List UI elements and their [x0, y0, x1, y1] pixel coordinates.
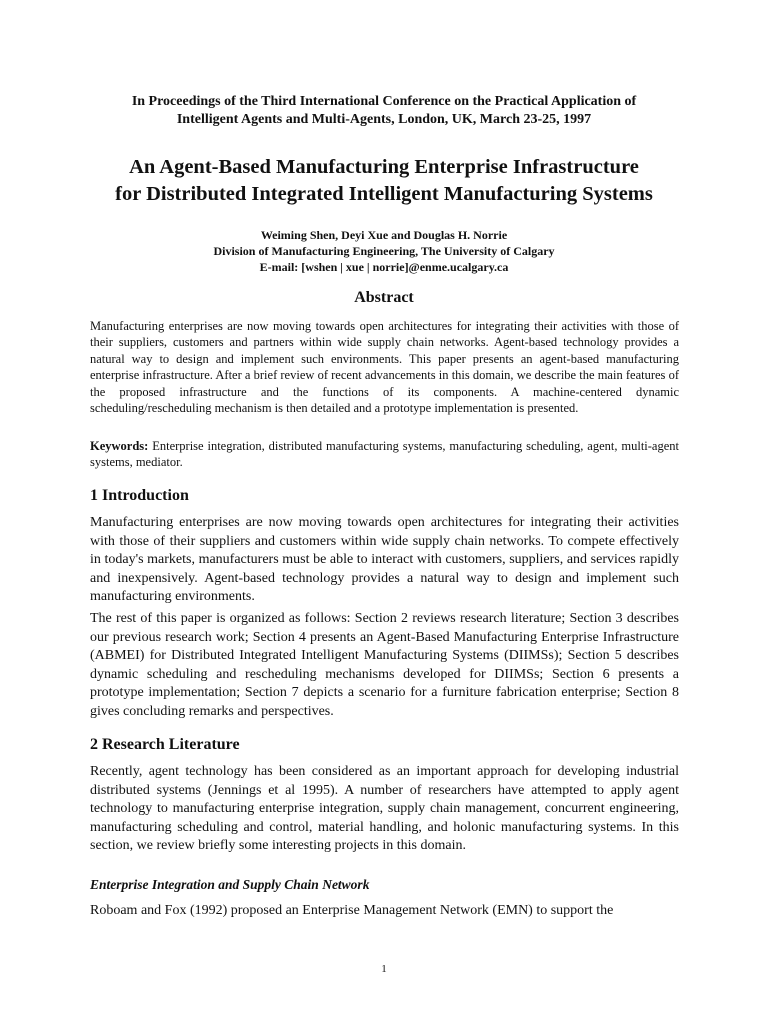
author-block [80, 227, 688, 275]
proceedings-header [70, 93, 698, 129]
paper-title-line-2: for Distributed Integrated Intelligent Manufacturing Systems [115, 183, 653, 205]
keywords [90, 438, 679, 471]
paper-title [60, 154, 708, 208]
introduction-paragraph-2: The rest of this paper is organized as follows: Section 2 reviews research literature; Section 3 describes our previous research work; Section 4 presents an Agent-Based Manufacturing Enterprise Infrastructure (ABMEI) for Distributed Integrated Intelligent Manufacturing Systems (DIIMSs); Section 5 describes dynamic scheduling and rescheduling mechanisms developed for DIIMSs; Section 6 presents a prototype implementation; Section 7 depicts a scenario for a furniture fabrication enterprise; Section 8 gives concluding remarks and perspectives. [90, 611, 679, 719]
introduction-paragraph-1: Manufacturing enterprises are now moving towards open architectures for integrating their activities with those of their suppliers and customers within wide supply chain networks. To compete effectively in today's markets, manufacturers must be able to interact with customers, suppliers, and services rapidly and inexpensively. Agent-based technology provides a natural way to design and implement such manufacturing environments. [90, 515, 679, 605]
literature-paragraph-2: Roboam and Fox (1992) proposed an Enterprise Management Network (EMN) to support the [90, 903, 614, 918]
proceedings-line-2: Intelligent Agents and Multi-Agents, London, UK, March 23-25, 1997 [176, 112, 592, 127]
section-heading-research-literature: 2 Research Literature [90, 736, 240, 753]
paper-title-line-1: An Agent-Based Manufacturing Enterprise Infrastructure [129, 156, 639, 178]
proceedings-line-1: In Proceedings of the Third International Conference on the Practical Application of [131, 94, 637, 109]
author-affiliation: Division of Manufacturing Engineering, The University of Calgary [213, 244, 555, 258]
keywords-label: Keywords: [90, 439, 149, 453]
keywords-text: Enterprise integration, distributed manufacturing systems, manufacturing scheduling, agent, multi-agent systems, mediator. [90, 439, 679, 470]
section-heading-introduction: 1 Introduction [90, 487, 189, 504]
author-email: E-mail: [wshen | xue | norrie]@enme.ucalgary.ca [259, 260, 509, 274]
literature-paragraph-1: Recently, agent technology has been considered as an important approach for developing industrial distributed systems (Jennings et al 1995). A number of researchers have attempted to apply agent technology to manufacturing enterprise integration, supply chain management, concurrent engineering, manufacturing scheduling and control, material handling, and holonic manufacturing systems. In this section, we review briefly some interesting projects in this domain. [90, 764, 679, 854]
abstract-heading: Abstract [354, 289, 414, 306]
author-names: Weiming Shen, Deyi Xue and Douglas H. Norrie [260, 228, 508, 242]
page-number: 1 [381, 963, 387, 975]
abstract-text: Manufacturing enterprises are now moving towards open architectures for integrating their activities with those of their suppliers, customers and partners within wide supply chain networks. Agent-based technology provides a natural way to design and implement such environments. This paper presents an agent-based manufacturing enterprise infrastructure. After a brief review of recent advancements in this domain, we describe the main features of the proposed infrastructure and the functions of its components. A machine-centered dynamic scheduling/rescheduling mechanism is then detailed and a prototype implementation is presented. [90, 319, 679, 416]
subheading-enterprise-integration: Enterprise Integration and Supply Chain Network [90, 877, 370, 892]
